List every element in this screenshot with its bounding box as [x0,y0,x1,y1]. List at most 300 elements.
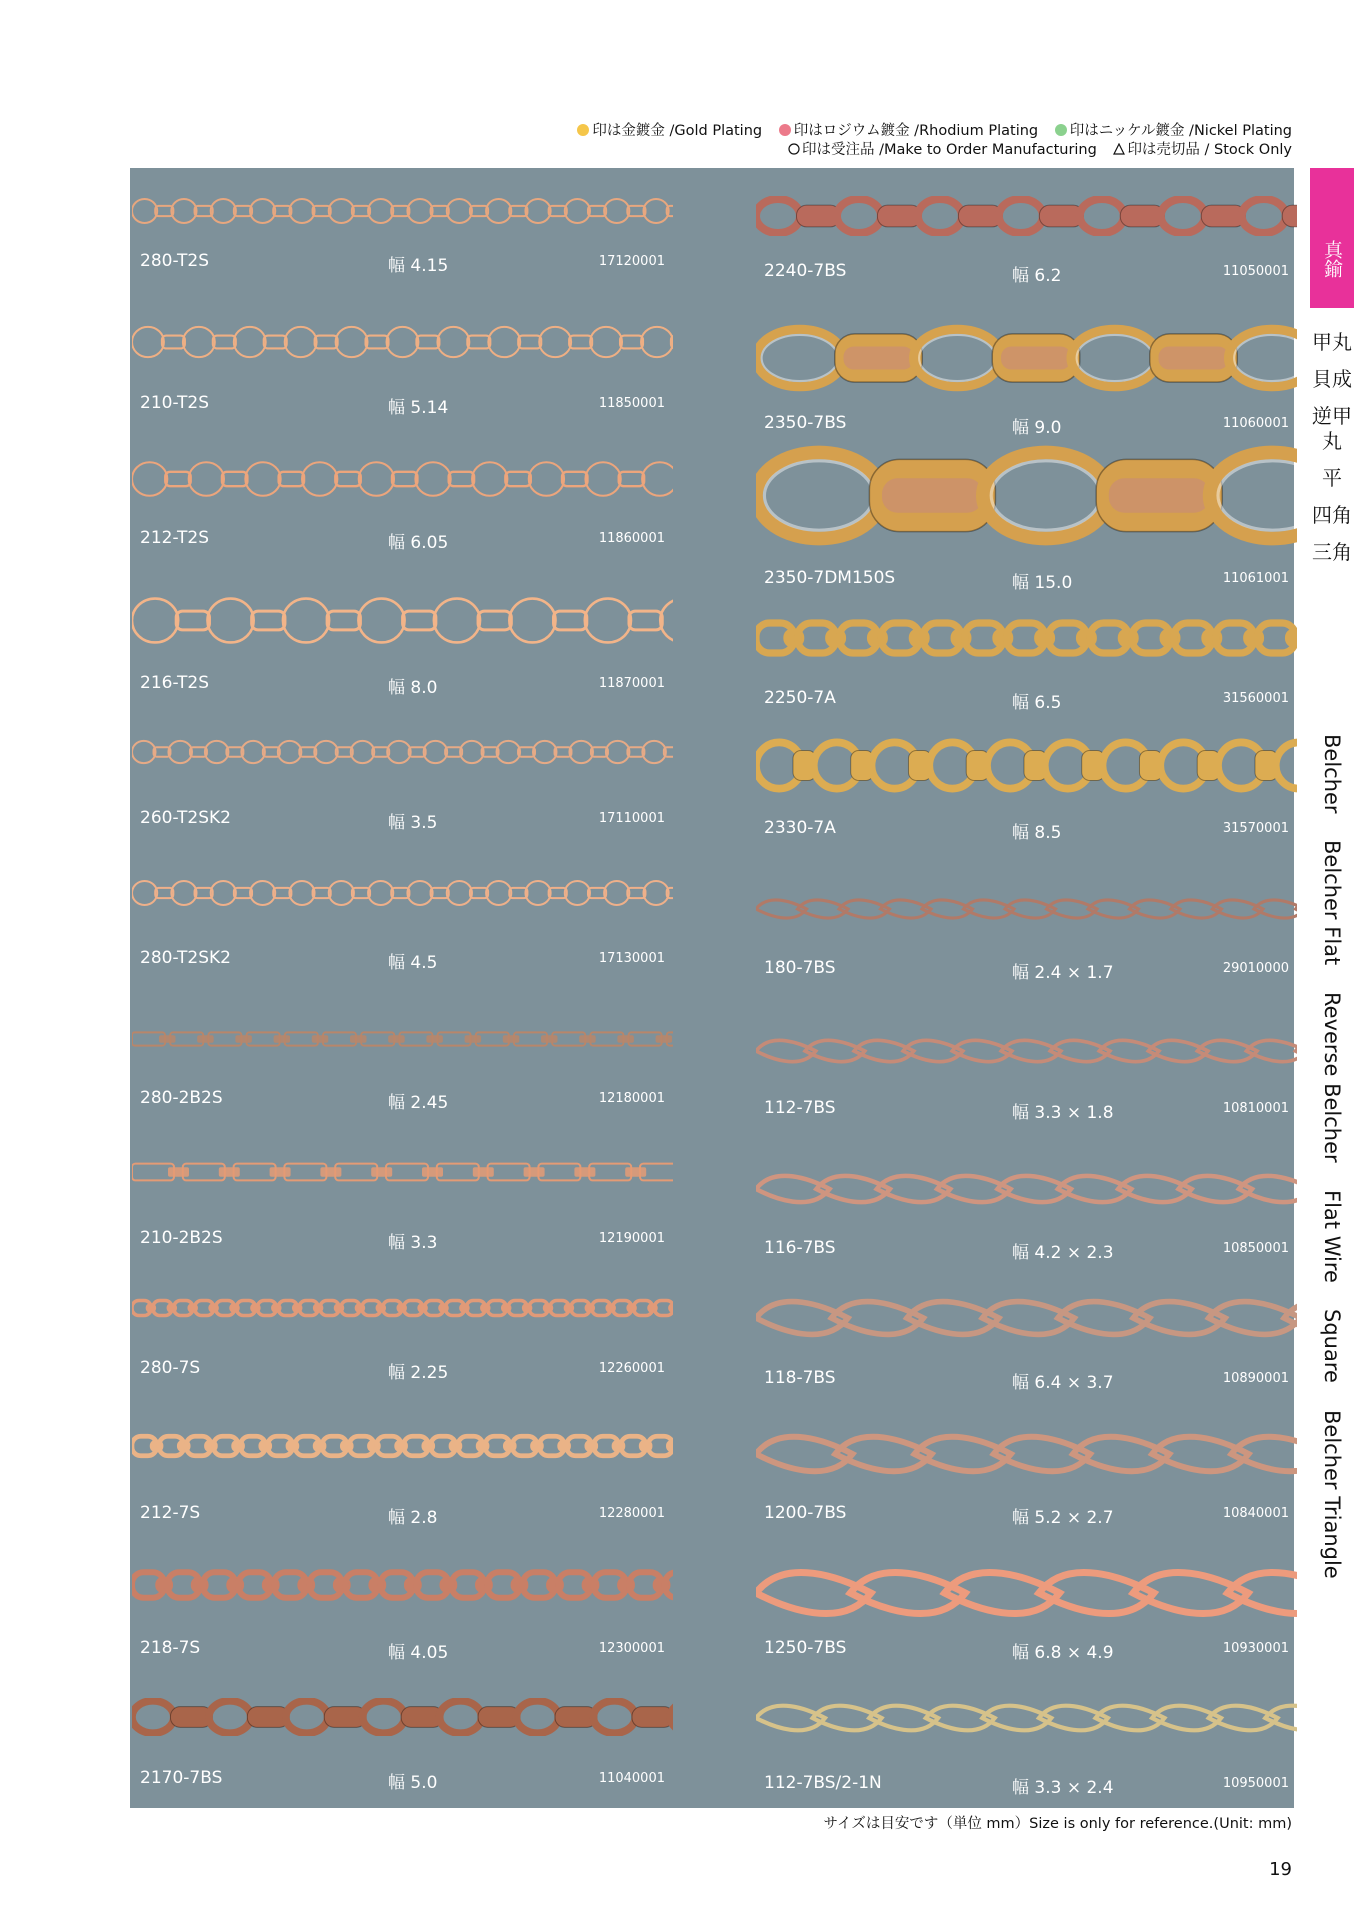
chain-image [756,1173,1297,1205]
chain-link [565,881,590,905]
chain-link [371,1167,392,1176]
chain-link [335,472,360,486]
product-code: 212-7S [140,1503,201,1523]
product-width: 幅 2.25 [388,1363,449,1383]
chain-link [1242,199,1286,233]
chain-link [132,1164,174,1181]
chain-link [625,1167,646,1176]
chain-link [351,741,375,763]
product-item[interactable] [130,1158,675,1258]
chain-link [541,1035,558,1042]
chain-link [366,336,389,349]
legend-rhodium-text: 印はロジウム鍍金 /Rhodium Plating [793,123,1039,139]
product-item[interactable] [754,738,1299,848]
chain-link [565,199,590,223]
sidebar-ja-item[interactable]: 逆甲丸 [1312,404,1352,453]
product-number: 11061001 [1222,571,1289,586]
chain-link [641,327,673,357]
chain-link [844,347,914,370]
chain-link [132,741,156,763]
product-code: 218-7S [140,1638,201,1658]
sidebar-en-item[interactable]: Reverse Belcher [1320,992,1344,1163]
chain-link [336,327,368,357]
chain-link [670,1701,673,1733]
product-width: 幅 2.8 [388,1508,438,1528]
product-number: 12180001 [598,1091,665,1106]
product-number: 17120001 [598,254,665,269]
chain-link [234,327,266,357]
chain-link [171,199,196,223]
product-number: 11860001 [598,531,665,546]
chain-link [503,1035,520,1042]
product-width: 幅 6.8 × 4.9 [1012,1643,1114,1663]
chain-link [168,1167,189,1176]
chain-link [264,336,287,349]
chain-link [387,327,419,357]
chain-image [756,1038,1297,1064]
chain-link [1159,347,1229,370]
chain-link [250,199,275,223]
chain-link [642,741,666,763]
chain-image [132,1028,673,1050]
chain-link [388,1035,405,1042]
size-footnote: サイズは目安です（単位 mm）Size is only for reference.(Unit: mm) [823,1816,1292,1832]
chain-link [168,741,192,763]
product-width: 幅 5.2 × 2.7 [1012,1508,1114,1528]
chain-link [407,199,432,223]
chain-link [764,461,873,530]
chain-link [213,336,236,349]
chain-image [756,618,1297,658]
chain-link [539,327,571,357]
chain-link [538,1164,580,1181]
chain-link [350,1035,367,1042]
chain-image [132,1298,673,1318]
chain-link [132,599,178,643]
chain-link [315,336,338,349]
chain-link [756,199,800,233]
chain-link [437,327,469,357]
product-item[interactable] [754,1568,1299,1668]
chain-link [314,741,338,763]
product-width: 幅 6.4 × 3.7 [1012,1373,1114,1393]
chain-link [426,1035,443,1042]
chain-link [235,1035,252,1042]
chain-link [554,611,587,630]
chain-link [656,1035,673,1042]
product-width: 幅 6.05 [388,533,449,553]
chain-link [209,1701,251,1733]
product-number: 10950001 [1222,1776,1289,1791]
chain-image [132,878,673,908]
chain-link [320,1167,341,1176]
chain-link [467,336,490,349]
chain-link [241,741,265,763]
chain-link [486,199,511,223]
product-item[interactable] [754,1433,1299,1533]
chain-link [205,741,229,763]
legend-line-2 [565,141,1292,160]
chain-link [617,1035,634,1042]
chain-link [312,1035,329,1042]
product-code: 2170-7BS [140,1768,223,1788]
product-width: 幅 5.0 [388,1773,438,1793]
product-width: 幅 9.0 [1012,418,1062,438]
chain-link [368,199,393,223]
sidebar-ja-item[interactable]: 貝成 [1312,367,1352,391]
product-panel [130,168,1294,1808]
sidebar-ja-item[interactable]: 四角 [1312,503,1352,527]
legend-line-1 [565,122,1292,141]
chain-link [1080,199,1124,233]
chain-link [219,1167,240,1176]
product-item[interactable] [754,443,1299,593]
chain-link [756,452,882,538]
chain-link [589,1164,631,1181]
chain-link [1077,335,1153,381]
chain-image [756,898,1297,920]
product-width: 幅 15.0 [1012,573,1073,593]
chain-link [529,462,564,496]
chain-link [569,336,592,349]
product-item[interactable] [754,898,1299,988]
product-item[interactable] [130,1298,675,1388]
chain-link [422,1167,443,1176]
chain-link [642,462,673,496]
chain-link [1276,742,1297,788]
chain-link [1282,205,1297,227]
product-code: 116-7BS [764,1238,836,1258]
product-code: 1200-7BS [764,1503,847,1523]
chain-link [590,327,622,357]
chain-link [1109,478,1210,512]
product-code: 260-T2SK2 [140,808,231,828]
sidebar-ja-item[interactable]: 三角 [1312,540,1352,564]
product-number: 11870001 [598,676,665,691]
page-number: 19 [1269,1859,1292,1880]
product-width: 幅 5.14 [388,398,449,418]
chain-link [274,1035,291,1042]
chain-link [386,1164,428,1181]
sidebar-en-item[interactable]: Square [1320,1309,1344,1384]
product-width: 幅 2.45 [388,1093,449,1113]
chain-link [286,1701,328,1733]
sidebar-en-item[interactable]: Flat Wire [1320,1189,1344,1283]
sidebar-en-item[interactable]: Belcher Flat [1320,840,1344,966]
chain-link [407,881,432,905]
chain-link [132,881,157,905]
chain-image [132,1433,673,1459]
legend-gold-text: 印は金鍍金 /Gold Plating [592,123,763,139]
chain-link [517,1701,559,1733]
chain-link [132,1701,174,1733]
chain-image [756,196,1297,236]
chain-link [1071,329,1159,386]
chain-link [472,462,507,496]
chain-link [585,599,631,643]
chain-link [211,199,236,223]
chain-link [756,329,844,386]
product-code: 216-T2S [140,673,210,693]
product-item[interactable] [130,1028,675,1118]
chain-link [165,472,190,486]
chain-image [132,738,673,766]
product-number: 12280001 [598,1506,665,1521]
chain-link [222,472,247,486]
product-item[interactable] [130,1433,675,1533]
chain-link [991,461,1100,530]
chain-link [335,1164,377,1181]
product-code: 112-7BS/2-1N [764,1773,882,1793]
chain-link [234,1164,276,1181]
chain-link [132,199,157,223]
chain-link [162,336,185,349]
product-number: 12300001 [598,1641,665,1656]
product-code: 2240-7BS [764,261,847,281]
product-width: 幅 8.0 [388,678,438,698]
product-item[interactable] [754,196,1299,291]
product-item[interactable] [130,878,675,978]
product-number: 31570001 [1222,821,1289,836]
sidebar-en-item[interactable]: Belcher Triangle [1320,1409,1344,1579]
product-width: 幅 3.3 × 2.4 [1012,1778,1114,1798]
chain-link [252,611,285,630]
product-item[interactable] [754,323,1299,438]
chain-link [525,199,550,223]
chain-link [289,199,314,223]
product-code: 212-T2S [140,528,210,548]
chain-link [132,462,167,496]
product-item[interactable] [754,1703,1299,1803]
product-code: 280-T2SK2 [140,948,231,968]
chain-link [488,1164,530,1181]
chain-link [302,462,337,496]
chain-link [593,1701,635,1733]
product-item[interactable] [130,323,675,423]
chain-link [358,599,404,643]
triangle-outline-icon [1113,143,1125,155]
product-item[interactable] [130,1698,675,1798]
chain-link [368,881,393,905]
chain-link [999,199,1043,233]
material-tab[interactable]: 真鍮 [1310,168,1354,308]
nickel-dot-icon [1055,124,1067,136]
product-code: 2350-7DM150S [764,568,896,588]
product-number: 17110001 [598,811,665,826]
chain-image [756,443,1297,548]
chain-link [465,1035,482,1042]
product-item[interactable] [130,1568,675,1668]
sidebar-ja-item[interactable]: 甲丸 [1312,330,1352,354]
chain-link [416,336,439,349]
chain-link [279,472,304,486]
chain-link [914,329,1002,386]
product-code: 180-7BS [764,958,836,978]
product-code: 210-T2S [140,393,210,413]
chain-link [183,327,215,357]
chain-link [329,881,354,905]
product-code: 210-2B2S [140,1228,223,1248]
chain-link [460,741,484,763]
chain-link [574,1167,595,1176]
chain-link [447,881,472,905]
product-code: 280-7S [140,1358,201,1378]
chain-link [1001,347,1071,370]
chain-link [629,611,662,630]
product-width: 幅 4.5 [388,953,438,973]
chain-link [1234,335,1297,381]
chain-link [207,599,253,643]
product-item[interactable] [754,1173,1299,1268]
chain-link [159,1035,176,1042]
product-item[interactable] [130,458,675,558]
product-number: 11040001 [598,1771,665,1786]
chain-link [518,336,541,349]
product-width: 幅 4.2 × 2.3 [1012,1243,1114,1263]
chain-link [505,472,530,486]
chain-link [497,741,521,763]
chain-link [668,1303,673,1313]
chain-link [197,1035,214,1042]
product-item[interactable] [754,618,1299,718]
product-code: 2330-7A [764,818,836,838]
product-number: 12260001 [598,1361,665,1376]
chain-image [132,323,673,361]
chain-link [189,462,224,496]
product-item[interactable] [130,196,675,281]
chain-link [918,199,962,233]
chain-link [447,199,472,223]
chain-link [183,1164,225,1181]
chain-link [285,327,317,357]
rhodium-dot-icon [779,124,791,136]
chain-link [359,462,394,496]
chain-link [606,741,630,763]
product-number: 17130001 [598,951,665,966]
product-width: 幅 4.05 [388,1643,449,1663]
chain-image [756,1298,1297,1338]
plating-legend [565,122,1292,160]
chain-image [132,1568,673,1602]
chain-link [643,881,668,905]
chain-link [440,1701,482,1733]
chain-image [132,1158,673,1186]
product-item[interactable] [130,593,675,703]
sidebar-ja-list [1310,330,1354,577]
product-code: 280-T2S [140,251,210,271]
chain-link [403,611,436,630]
product-code: 112-7BS [764,1098,836,1118]
chain-image [756,1568,1297,1618]
product-code: 2250-7A [764,688,836,708]
product-width: 幅 8.5 [1012,823,1062,843]
chain-link [604,199,629,223]
chain-link [525,881,550,905]
chain-link [619,472,644,486]
product-number: 29010000 [1222,961,1289,976]
product-code: 118-7BS [764,1368,836,1388]
chain-link [415,462,450,496]
chain-link [488,327,520,357]
chain-image [756,323,1297,393]
product-width: 幅 6.5 [1012,693,1062,713]
chain-link [882,478,983,512]
chain-link [250,881,275,905]
legend-nickel-text: 印はニッケル鍍金 /Nickel Plating [1069,123,1292,139]
product-number: 11050001 [1222,264,1289,279]
chain-link [1229,329,1298,386]
chain-link [329,199,354,223]
chain-link [171,881,196,905]
product-number: 10930001 [1222,1641,1289,1656]
chain-link [579,1035,596,1042]
product-number: 10840001 [1222,1506,1289,1521]
product-number: 10810001 [1222,1101,1289,1116]
chain-link [289,881,314,905]
product-number: 10890001 [1222,1371,1289,1386]
chain-link [283,599,329,643]
chain-link [620,336,643,349]
chain-image [132,1698,673,1736]
sidebar-en-list [1310,734,1354,1599]
product-item[interactable] [754,1298,1299,1398]
product-width: 幅 3.3 × 1.8 [1012,1103,1114,1123]
chain-link [919,335,995,381]
product-width: 幅 3.5 [388,813,438,833]
product-width: 幅 6.2 [1012,266,1062,286]
chain-image [756,1433,1297,1475]
chain-link [562,472,587,486]
chain-link [983,452,1109,538]
legend-stock-only-text: 印は売切品 / Stock Only [1127,142,1292,158]
chain-image [756,738,1297,793]
product-code: 1250-7BS [764,1638,847,1658]
chain-link [837,199,881,233]
chain-link [437,1164,479,1181]
chain-link [524,1167,545,1176]
chain-link [1285,628,1297,647]
gold-dot-icon [577,124,589,136]
chain-link [604,881,629,905]
product-item[interactable] [130,738,675,838]
sidebar-en-item[interactable]: Belcher [1320,734,1344,814]
product-item[interactable] [754,1038,1299,1128]
chain-image [132,458,673,500]
chain-link [1231,1437,1297,1471]
chain-link [387,741,411,763]
product-width: 幅 2.4 × 1.7 [1012,963,1114,983]
chain-link [245,462,280,496]
chain-link [667,206,673,216]
product-number: 31560001 [1222,691,1289,706]
product-width: 幅 4.15 [388,256,449,276]
chain-link [211,881,236,905]
chain-link [424,741,448,763]
chain-link [585,462,620,496]
chain-link [176,611,209,630]
product-number: 12190001 [598,1231,665,1246]
chain-link [1161,199,1205,233]
chain-link [449,472,474,486]
circle-outline-icon [788,143,800,155]
product-number: 11060001 [1222,416,1289,431]
chain-image [132,593,673,648]
product-number: 11850001 [598,396,665,411]
chain-link [473,1167,494,1176]
product-number: 10850001 [1222,1241,1289,1256]
sidebar-ja-item[interactable]: 平 [1322,466,1342,490]
chain-link [509,599,555,643]
